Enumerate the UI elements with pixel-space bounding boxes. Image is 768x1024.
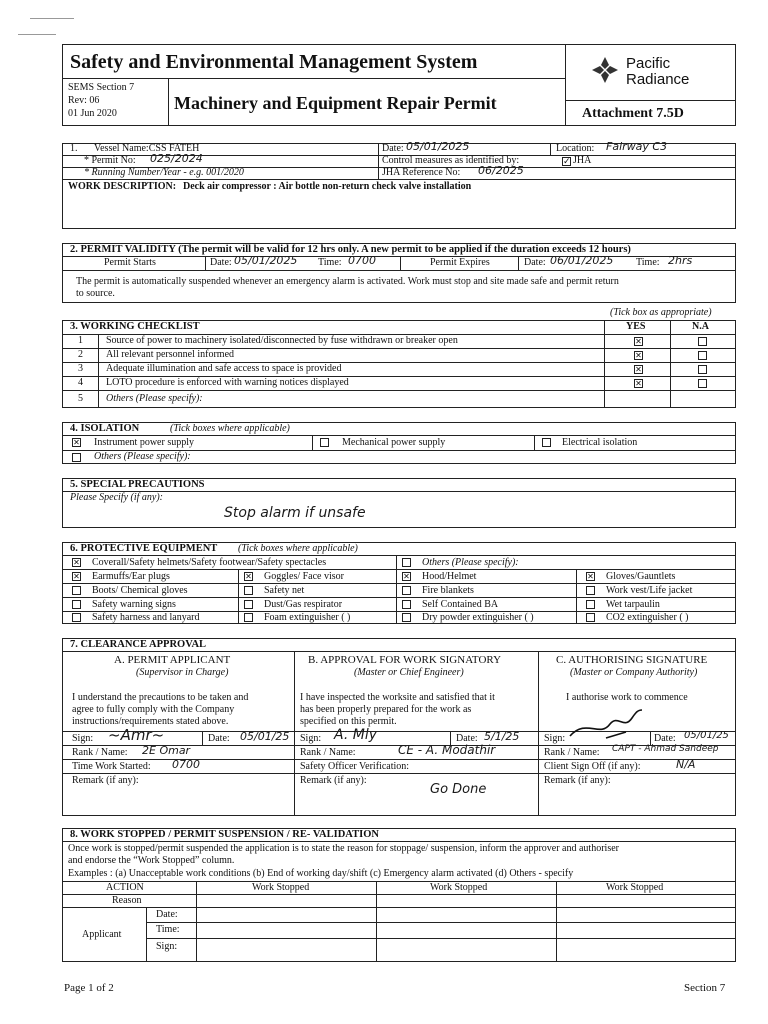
ppe-others-checkbox[interactable] [402,558,411,567]
applicant-rank-name[interactable]: 2E Omar [142,744,191,757]
checklist-1-yes[interactable] [634,337,643,346]
jha-ref-value[interactable]: 06/2025 [478,164,524,177]
approver-date[interactable]: 5/1/25 [484,730,520,743]
isolation-electrical-checkbox[interactable] [542,438,551,447]
ppe-warning-signs-checkbox[interactable] [72,600,81,609]
applicant-signature[interactable]: ~Amr~ [108,726,165,744]
authoriser-signature[interactable] [566,708,650,744]
doc-section: SEMS Section 7 [68,82,135,93]
checklist-3-yes[interactable] [634,365,643,374]
ppe-dry-powder-checkbox[interactable] [402,613,411,622]
expire-time[interactable]: 2hrs [668,254,693,267]
checklist-4-na[interactable] [698,379,707,388]
checklist-1-na[interactable] [698,337,707,346]
doc-rev: Rev: 06 [68,95,100,106]
ppe-harness-checkbox[interactable] [72,613,81,622]
authoriser-date[interactable]: 05/01/25 [684,730,729,741]
ppe-foam-checkbox[interactable] [244,613,253,622]
isolation-mechanical-checkbox[interactable] [320,438,329,447]
ppe-fire-blankets-checkbox[interactable] [402,586,411,595]
scan-mark [18,34,56,35]
footer-section: Section 7 [684,982,726,994]
client-sign-off[interactable]: N/A [676,758,696,771]
start-time[interactable]: 0700 [348,254,376,267]
attachment-label: Attachment 7.5D [582,106,684,121]
approver-rank-name[interactable]: CE - A. Modathir [398,743,496,757]
ppe-co2-checkbox[interactable] [586,613,595,622]
ppe-work-vest-checkbox[interactable] [586,586,595,595]
ppe-scba-checkbox[interactable] [402,600,411,609]
ppe-earmuffs-checkbox[interactable] [72,572,81,581]
permit-no-value[interactable]: 025/2024 [150,152,203,165]
ppe-safety-net-checkbox[interactable] [244,586,253,595]
logo-text: Radiance [626,71,690,88]
date-value[interactable]: 05/01/2025 [406,140,470,153]
page-number: Page 1 of 2 [64,982,114,994]
ppe-hood-checkbox[interactable] [402,572,411,581]
ppe-gloves-checkbox[interactable] [586,572,595,581]
page-title: Safety and Environmental Management System [70,51,478,73]
work-description: Deck air compressor : Air bottle non-return check valve installation [183,181,472,192]
isolation-others-checkbox[interactable] [72,453,81,462]
scan-mark [30,18,74,19]
ppe-goggles-checkbox[interactable] [244,572,253,581]
checklist-3-na[interactable] [698,365,707,374]
approver-remark[interactable]: Go Done [430,782,487,797]
isolation-instrument-checkbox[interactable] [72,438,81,447]
ppe-respirator-checkbox[interactable] [244,600,253,609]
checklist-2-yes[interactable] [634,351,643,360]
applicant-date[interactable]: 05/01/25 [240,730,290,743]
authoriser-rank-name[interactable]: CAPT - Ahmad Sandeep [612,744,719,754]
approver-signature[interactable]: A. Mly [334,727,377,743]
expire-date[interactable]: 06/01/2025 [550,254,614,267]
ppe-coverall-checkbox[interactable] [72,558,81,567]
checklist-2-na[interactable] [698,351,707,360]
checklist-4-yes[interactable] [634,379,643,388]
jha-checkbox[interactable]: ✓ [563,156,571,166]
time-work-started[interactable]: 0700 [172,758,200,771]
doc-date: 01 Jun 2020 [68,108,117,119]
start-date[interactable]: 05/01/2025 [234,254,298,267]
permit-title: Machinery and Equipment Repair Permit [174,93,497,113]
ppe-boots-checkbox[interactable] [72,586,81,595]
location-value[interactable]: Fairway C3 [606,140,668,153]
vessel-name: Vessel Name:CSS FATEH [94,143,200,154]
special-precaution-value[interactable]: Stop alarm if unsafe [224,505,366,521]
ppe-tarpaulin-checkbox[interactable] [586,600,595,609]
company-logo-icon [590,55,620,85]
logo-text: Pacific [626,55,671,72]
